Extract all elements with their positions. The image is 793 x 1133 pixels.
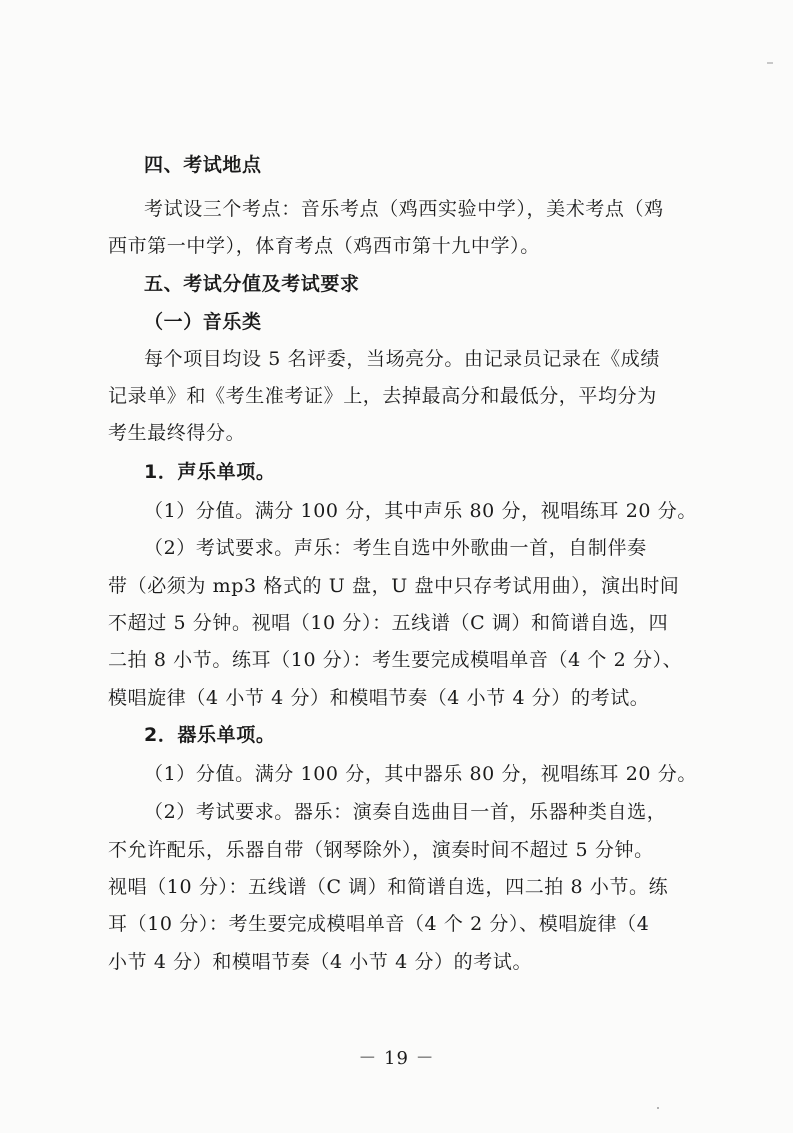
- paragraph-line: 考试设三个考点：音乐考点（鸡西实验中学），美术考点（鸡: [144, 198, 664, 220]
- paragraph-line: 不超过 5 分钟。视唱（10 分）：五线谱（C 调）和简谱自选，四: [108, 612, 669, 634]
- paragraph-line: 考生最终得分。: [108, 422, 246, 444]
- paragraph-line: 带（必须为 mp3 格式的 U 盘，U 盘中只存考试用曲），演出时间: [108, 575, 680, 597]
- paragraph-line: 模唱旋律（4 小节 4 分）和模唱节奏（4 小节 4 分）的考试。: [108, 687, 650, 709]
- paragraph-line: （2）考试要求。器乐：演奏自选曲目一首，乐器种类自选，: [144, 801, 667, 823]
- paragraph-line: 二拍 8 小节。练耳（10 分）：考生要完成模唱单音（4 个 2 分）、: [108, 649, 683, 671]
- paragraph-line: （1）分值。满分 100 分，其中器乐 80 分，视唱练耳 20 分。: [144, 763, 697, 785]
- paragraph-line: 记录单》和《考生准考证》上，去掉最高分和最低分，平均分为: [108, 385, 657, 407]
- subheading-music: （一）音乐类: [144, 311, 262, 333]
- paragraph-line: （1）分值。满分 100 分，其中声乐 80 分，视唱练耳 20 分。: [144, 500, 697, 522]
- subheading-instrumental: 2．器乐单项。: [144, 724, 276, 746]
- page-number: － 19 －: [358, 1048, 435, 1069]
- paragraph-line: 小节 4 分）和模唱节奏（4 小节 4 分）的考试。: [108, 951, 533, 973]
- heading-exam-location: 四、考试地点: [144, 154, 262, 176]
- paragraph-line: 不允许配乐，乐器自带（钢琴除外），演奏时间不超过 5 分钟。: [108, 839, 654, 861]
- paragraph-line: 耳（10 分）：考生要完成模唱单音（4 个 2 分）、模唱旋律（4: [108, 913, 650, 935]
- subheading-vocal: 1．声乐单项。: [144, 461, 276, 483]
- paragraph-line: 每个项目均设 5 名评委，当场亮分。由记录员记录在《成绩: [144, 348, 660, 370]
- paragraph-line: （2）考试要求。声乐：考生自选中外歌曲一首，自制伴奏: [144, 537, 647, 559]
- scan-mark: [767, 62, 773, 64]
- paragraph-line: 西市第一中学），体育考点（鸡西市第十九中学）。: [108, 235, 540, 257]
- heading-exam-scores: 五、考试分值及考试要求: [144, 273, 360, 295]
- scan-speck: [657, 1107, 659, 1109]
- paragraph-line: 视唱（10 分）：五线谱（C 调）和简谱自选，四二拍 8 小节。练: [108, 876, 669, 898]
